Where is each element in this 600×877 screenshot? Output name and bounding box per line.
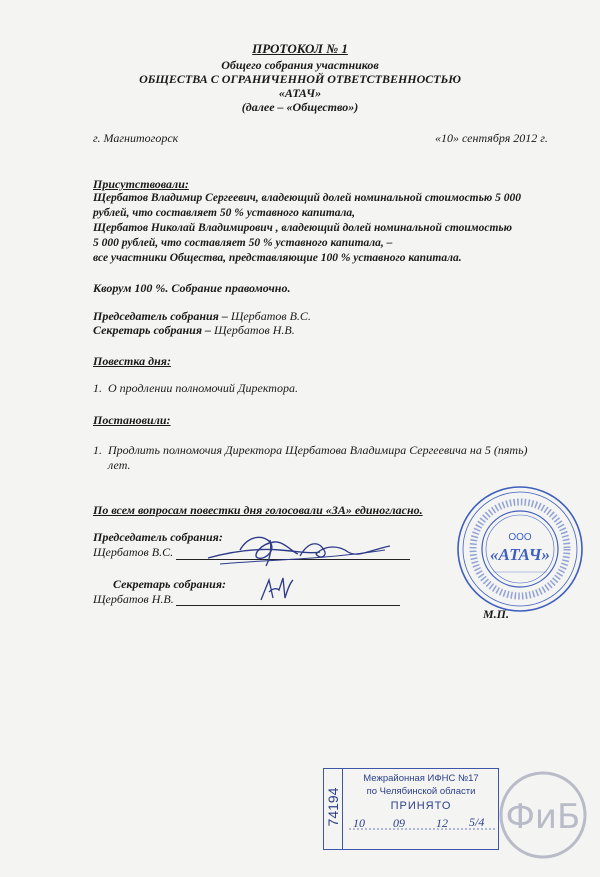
secretary-name: Щербатов Н.В. (214, 323, 295, 337)
vote-result: По всем вопросам повестки дня голосовали «ЗА» единогласно. (93, 503, 423, 517)
present-line-2: рублей, что составляет 50 % уставного капитала, (93, 207, 356, 219)
place-city: г. Магнитогорск (93, 131, 179, 145)
present-line-3: Щербатов Николай Владимирович , владеющий долей номинальной стоимостью (93, 222, 513, 234)
header-line-company-type: ОБЩЕСТВА С ОГРАНИЧЕННОЙ ОТВЕТСТВЕННОСТЬЮ (139, 72, 461, 86)
company-seal-stamp (455, 484, 585, 614)
quorum-text: Кворум 100 %. Собрание правомочно. (93, 281, 291, 295)
resolved-label: Постановили: (93, 413, 171, 427)
fib-watermark-logo (498, 770, 588, 860)
protocol-date: «10» сентября 2012 г. (435, 131, 548, 145)
tax-stamp-accepted: ПРИНЯТО (390, 800, 452, 812)
tax-stamp-line-2: по Челябинской области (366, 786, 476, 797)
agenda-item-number: 1. (93, 381, 102, 395)
tax-office-received-stamp (323, 768, 499, 850)
tax-stamp-date-day: 10 (353, 816, 365, 830)
secretary-signature-name: Щербатов Н.В. (93, 592, 174, 606)
present-line-1: Щербатов Владимир Сергеевич, владеющий долей номинальной стоимостью 5 000 (93, 192, 522, 204)
secretary-signature-label: Секретарь собрания: (113, 577, 227, 591)
chair-signature-name: Щербатов В.С. (93, 545, 174, 559)
tax-stamp-reg-number: 5/4 (469, 815, 485, 829)
tax-stamp-date-year: 12 (436, 816, 448, 830)
fib-watermark-text: ФиБ (505, 797, 581, 837)
seal-center-main: «АТАЧ» (490, 545, 550, 564)
agenda-item-text: О продлении полномочий Директора. (108, 381, 298, 395)
present-line-4: 5 000 рублей, что составляет 50 % уставного капитала, – (93, 237, 393, 249)
chair-signature-label: Председатель собрания: (93, 530, 223, 544)
protocol-title: ПРОТОКОЛ № 1 (252, 41, 348, 56)
tax-stamp-date-dotted-line (347, 826, 497, 832)
present-label: Присутствовали: (93, 177, 189, 191)
resolved-item-line-2: лет. (108, 458, 131, 472)
secretary-line (93, 323, 295, 338)
header-line-alias: (далее – «Общество») (241, 100, 359, 114)
secretary-signature-line (176, 605, 400, 606)
agenda-label: Повестка дня: (93, 354, 171, 368)
tax-stamp-number: 74194 (325, 787, 341, 827)
header-line-company-name: «АТАЧ» (278, 86, 322, 100)
tax-stamp-number-cell (323, 768, 343, 850)
header-line-meeting: Общего собрания участников (221, 58, 379, 72)
chair-signature-scribble (200, 530, 400, 572)
seal-center-top: ООО (508, 532, 532, 543)
chair-name: Щербатов В.С. (230, 309, 311, 323)
secretary-label: Секретарь собрания – (93, 323, 212, 337)
secretary-signature-scribble (255, 574, 297, 604)
tax-stamp-line-1: Межрайонная ИФНС №17 (363, 773, 479, 784)
tax-stamp-date-month: 09 (393, 816, 405, 830)
chair-label: Председатель собрания – (93, 309, 228, 323)
present-line-5: все участники Общества, представляющие 100 % уставного капитала. (93, 252, 462, 264)
chair-line (93, 309, 311, 324)
resolved-item-line-1: Продлить полномочия Директора Щербатова Владимира Сергеевича на 5 (пять) (108, 443, 528, 457)
resolved-item-number: 1. (93, 443, 102, 457)
seal-place-mark: М.П. (483, 607, 510, 621)
